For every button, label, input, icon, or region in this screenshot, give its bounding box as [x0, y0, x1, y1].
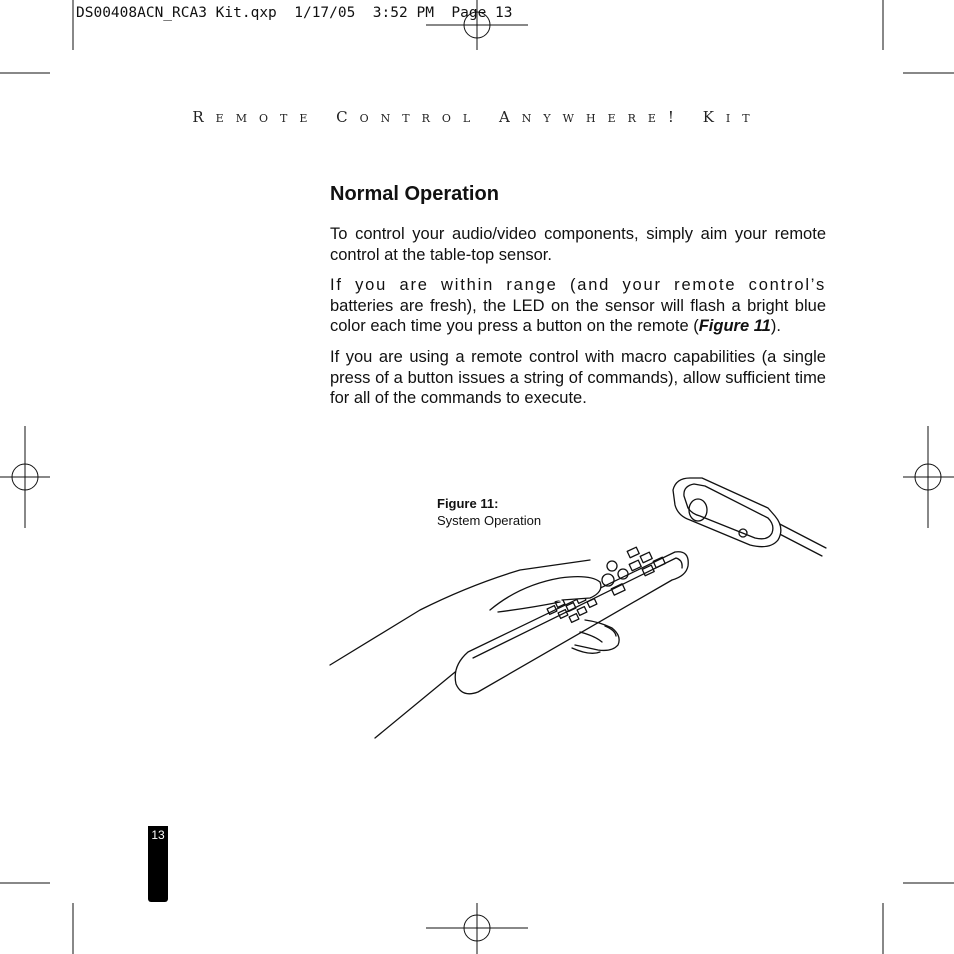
figure-reference: Figure 11	[698, 317, 771, 335]
paragraph-macro-remote: If you are using a remote control with macro capabilities (a single press of a button issues a string of commands), allow sufficient time for all of the commands to execute.	[330, 348, 826, 407]
paragraph-led-flash-rest: batteries are fresh), the LED on the sensor will flash a bright blue color each time you press a button on the remote (	[330, 296, 826, 335]
running-head: Remote Control Anywhere! Kit	[192, 108, 762, 126]
section-title: Normal Operation	[330, 183, 499, 205]
page-number: 13	[151, 828, 165, 842]
paragraph-led-flash-end: ).	[770, 317, 781, 335]
paragraph-led-flash-line1: If you are within range (and your remote control’s	[330, 276, 826, 294]
remote-control	[455, 547, 688, 694]
figure-label: Figure 11:	[437, 496, 499, 511]
printer-slug: DS00408ACN_RCA3 Kit.qxp 1/17/05 3:52 PM Page 13	[76, 5, 513, 21]
arm-lower	[375, 668, 460, 738]
sensor-device	[673, 478, 781, 547]
figure-caption-text: System Operation	[437, 513, 542, 528]
paragraph-aim-remote: To control your audio/video components, simply aim your remote control at the table-top sensor.	[330, 225, 826, 264]
page-number-tab	[148, 826, 168, 902]
